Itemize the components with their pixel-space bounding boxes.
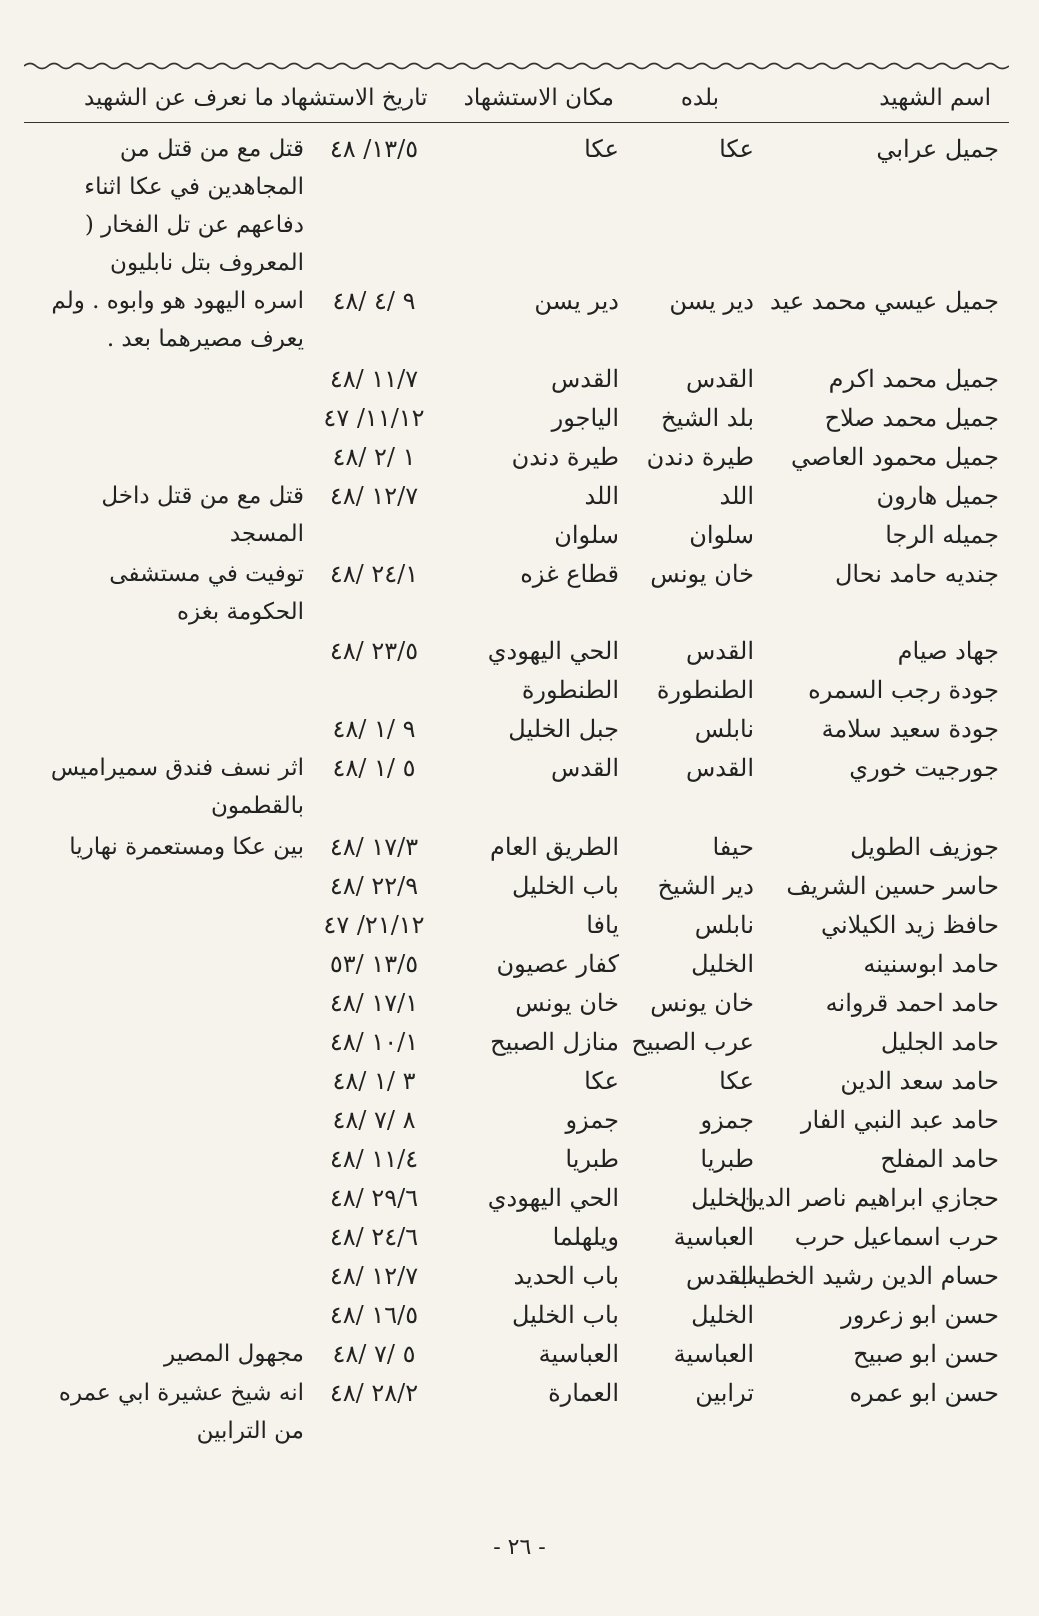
cell-place: عكا [584, 1067, 619, 1095]
cell-town: دير يسن [669, 287, 754, 315]
cell-place: دير يسن [534, 287, 619, 315]
cell-name: حاسر حسين الشريف [786, 872, 999, 900]
cell-name: جميل عيسي محمد عيد [770, 287, 999, 315]
cell-name: جميل محمود العاصي [791, 443, 999, 471]
cell-name: جورجيت خوري [849, 754, 999, 782]
cell-date: ٢٤/١ /٤٨ [329, 560, 419, 588]
cell-name: حامد ابوسنينه [863, 950, 999, 978]
cell-town: القدس [685, 637, 754, 665]
cell-name: حامد الجليل [880, 1028, 999, 1056]
cell-date: ١٠/١ /٤٨ [329, 1028, 419, 1056]
cell-place: قطاع غزه [520, 560, 619, 588]
cell-note: مجهول المصير [164, 1341, 304, 1367]
cell-town: العباسية [673, 1340, 754, 1368]
cell-date: ١٢/٧ /٤٨ [329, 482, 419, 510]
cell-name: حسن ابو عمره [849, 1379, 999, 1407]
cell-town: اللد [719, 482, 754, 510]
cell-name: حرب اسماعيل حرب [794, 1223, 999, 1251]
cell-place: منازل الصبيح [490, 1028, 619, 1056]
page-number: - ٢٦ - [493, 1535, 546, 1560]
cell-note: اثر نسف فندق سميراميس بالقطمون [50, 755, 304, 819]
top-wavy-rule [24, 60, 1009, 72]
cell-town: نابلس [694, 715, 754, 743]
cell-note: قتل مع من قتل من المجاهدين في عكا اثناء دفاعهم عن تل الفخار ( المعروف بتل نابليون [84, 136, 304, 276]
cell-date: ٢٣/٥ /٤٨ [329, 637, 419, 665]
cell-name: حامد احمد قروانه [825, 989, 999, 1017]
cell-note: بين عكا ومستعمرة نهاريا [69, 834, 304, 860]
cell-name: جودة رجب السمره [808, 676, 999, 704]
cell-date: ٥ /٧ /٤٨ [332, 1340, 416, 1368]
cell-date: ١ /٢ /٤٨ [332, 443, 416, 471]
header-divider [24, 122, 1009, 123]
cell-town: القدس [685, 754, 754, 782]
cell-date: ٥ /١ /٤٨ [332, 754, 416, 782]
cell-name: جميله الرجا [885, 521, 999, 549]
cell-date: ١٦/٥ /٤٨ [329, 1301, 419, 1329]
cell-town: دير الشيخ [657, 872, 754, 900]
cell-date: ٢٤/٦ /٤٨ [329, 1223, 419, 1251]
cell-place: طبريا [565, 1145, 619, 1173]
header-note: ما نعرف عن الشهيد [83, 85, 274, 111]
cell-town: طبريا [700, 1145, 754, 1173]
cell-town: الخليل [691, 950, 754, 978]
cell-place: باب الحديد [513, 1262, 619, 1290]
cell-town: بلد الشيخ [661, 404, 754, 432]
cell-town: خان يونس [650, 560, 754, 588]
cell-place: الطريق العام [490, 833, 619, 861]
cell-town: عكا [719, 135, 754, 163]
header-name: اسم الشهيد [879, 85, 991, 111]
cell-date: ١٢/٧ /٤٨ [329, 1262, 419, 1290]
cell-town: عكا [719, 1067, 754, 1095]
cell-name: جميل محمد صلاح [824, 404, 999, 432]
cell-note: اسره اليهود هو وابوه . ولم يعرف مصيرهما بعد . [51, 288, 304, 352]
cell-place: يافا [586, 911, 619, 939]
cell-name: جنديه حامد نحال [834, 560, 999, 588]
cell-name: حامد عبد النبي الفار [800, 1106, 999, 1134]
cell-town: عرب الصبيح [631, 1028, 754, 1056]
cell-place: الحي اليهودي [487, 1184, 619, 1212]
cell-town: القدس [685, 1262, 754, 1290]
cell-place: سلوان [554, 521, 619, 549]
cell-town: نابلس [694, 911, 754, 939]
cell-town: خان يونس [650, 989, 754, 1017]
cell-place: باب الخليل [511, 1301, 619, 1329]
cell-place: خان يونس [515, 989, 619, 1017]
header-town: بلده [680, 85, 719, 111]
cell-place: جبل الخليل [508, 715, 619, 743]
cell-name: حامد سعد الدين [840, 1067, 999, 1095]
cell-date: ١٧/٣ /٤٨ [329, 833, 419, 861]
cell-name: جهاد صيام [897, 637, 999, 665]
cell-place: الطنطورة [521, 676, 619, 704]
cell-date: ٣ /١ /٤٨ [332, 1067, 416, 1095]
cell-place: القدس [550, 365, 619, 393]
cell-town: سلوان [689, 521, 754, 549]
cell-date: ٨ /٧ /٤٨ [332, 1106, 416, 1134]
cell-name: جميل محمد اكرم [828, 365, 999, 393]
cell-place: اللد [584, 482, 619, 510]
table-header [24, 78, 1009, 118]
cell-note: انه شيخ عشيرة ابي عمره من الترابين [58, 1380, 304, 1444]
cell-note: قتل مع من قتل داخل المسجد [101, 483, 304, 547]
header-date: تاريخ الاستشهاد [280, 85, 428, 111]
cell-date: ٩ /١ /٤٨ [332, 715, 416, 743]
cell-name: جميل هارون [876, 482, 999, 510]
cell-place: الحي اليهودي [487, 637, 619, 665]
cell-place: عكا [584, 135, 619, 163]
cell-date: ٩ /٤ /٤٨ [332, 287, 416, 315]
cell-place: طيرة دندن [511, 443, 619, 471]
cell-place: كفار عصيون [496, 950, 619, 978]
cell-place: العمارة [548, 1379, 619, 1407]
cell-town: جمزو [700, 1106, 754, 1134]
cell-date: ٢١/١٢/ ٤٧ [323, 911, 425, 939]
cell-place: الياجور [551, 404, 619, 432]
cell-name: حافظ زيد الكيلاني [820, 911, 999, 939]
cell-place: باب الخليل [511, 872, 619, 900]
cell-town: الخليل [691, 1184, 754, 1212]
cell-name: حسن ابو زعرور [841, 1301, 999, 1329]
cell-town: ترابين [695, 1379, 754, 1407]
cell-place: العباسية [538, 1340, 619, 1368]
cell-date: ١٣/٥/ ٤٨ [329, 135, 419, 163]
cell-name: حسن ابو صبيح [853, 1340, 999, 1368]
cell-name: حامد المفلح [880, 1145, 999, 1173]
cell-date: ١٣/٥ /٥٣ [329, 950, 419, 978]
cell-place: القدس [550, 754, 619, 782]
cell-date: ٢٨/٢ /٤٨ [329, 1379, 419, 1407]
cell-town: طيرة دندن [646, 443, 754, 471]
cell-town: العباسية [673, 1223, 754, 1251]
cell-note: توفيت في مستشفى الحكومة بغزه [109, 561, 304, 625]
cell-date: ١١/٤ /٤٨ [329, 1145, 419, 1173]
cell-town: حيفا [712, 833, 754, 861]
cell-town: الطنطورة [656, 676, 754, 704]
cell-name: جوزيف الطويل [850, 833, 999, 861]
cell-name: جودة سعيد سلامة [821, 715, 999, 743]
cell-town: الخليل [691, 1301, 754, 1329]
cell-name: حسام الدين رشيد الخطيب [734, 1262, 999, 1290]
cell-name: حجازي ابراهيم ناصر الدين [739, 1184, 999, 1212]
cell-place: جمزو [565, 1106, 619, 1134]
cell-date: ١١/٧ /٤٨ [329, 365, 419, 393]
cell-date: ١١/١٢/ ٤٧ [323, 404, 425, 432]
cell-place: ويلهلما [552, 1223, 619, 1251]
cell-date: ١٧/١ /٤٨ [329, 989, 419, 1017]
cell-date: ٢٩/٦ /٤٨ [329, 1184, 419, 1212]
cell-town: القدس [685, 365, 754, 393]
cell-name: جميل عرابي [876, 135, 999, 163]
header-place: مكان الاستشهاد [463, 85, 614, 111]
cell-date: ٢٢/٩ /٤٨ [329, 872, 419, 900]
